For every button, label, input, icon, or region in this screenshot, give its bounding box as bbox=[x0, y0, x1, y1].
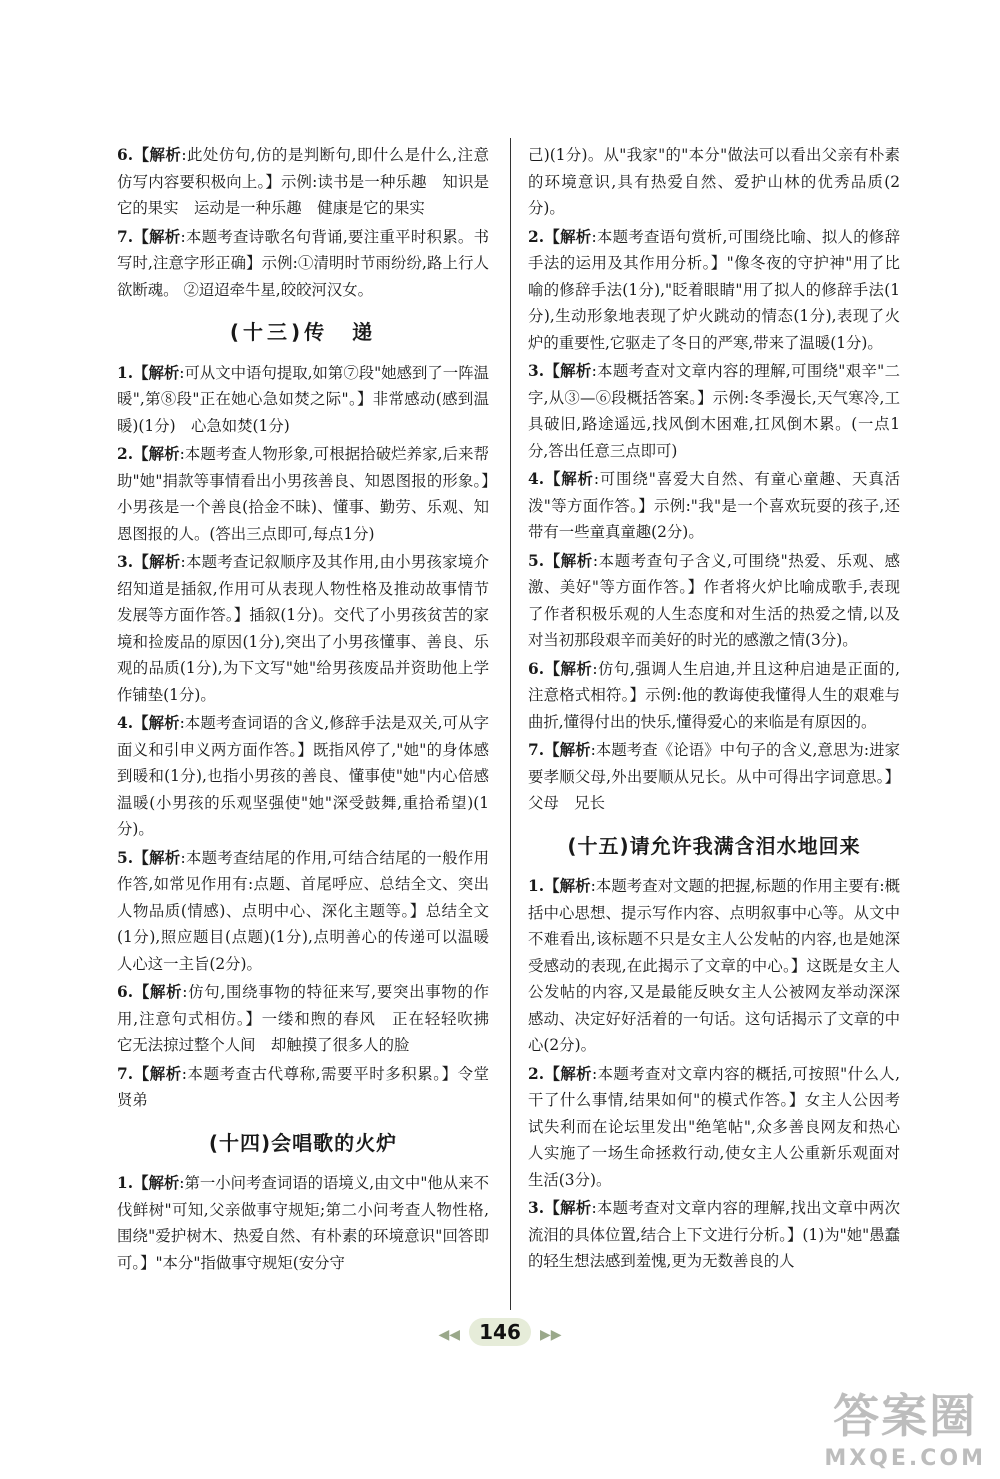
answer-item: 2.【解析:本题考查人物形象,可根据拾破烂养家,后来帮助"她"捐款等事情看出小男孩善良、知恩图报的形象。】小男孩是一个善良(拾金不昧)、懂事、勤劳、乐观、知恩图报的人。(答出三点即可,每点1分) bbox=[117, 445, 489, 543]
answer-item: 7.【解析:本题考查诗歌名句背诵,要注重平时积累。书写时,注意字形正确】示例:①清明时节雨纷纷,路上行人欲断魂。 ②迢迢牵牛星,皎皎河汉女。 bbox=[117, 227, 489, 299]
answer-item: 6.【解析:仿句,围绕事物的特征来写,要突出事物的作用,注意句式相仿。】一缕和煦的春风 正在轻轻吹拂 它无法掠过整个人间 却触摸了很多人的脸 bbox=[117, 983, 505, 1054]
column-divider bbox=[510, 138, 511, 1310]
answer-item: 3.【解析:本题考查对文章内容的理解,可围绕"艰辛"二字,从③—⑥段概括答案。】示例:冬季漫长,天气寒冷,工具破旧,路途遥远,找风倒木困难,扛风倒木累。(一点1分,答出任意三点即可) bbox=[528, 362, 900, 460]
answer-item: 7.【解析:本题考查《论语》中句子的含义,意思为:进家要孝顺父母,外出要顺从兄长。从中可得出字词意思。】父母 兄长 bbox=[528, 741, 900, 812]
answer-item: 7.【解析:本题考查古代尊称,需要平时多积累。】令堂 贤弟 bbox=[117, 1064, 505, 1109]
watermark-logo bbox=[824, 1380, 986, 1471]
answer-item: 1.【解析:可从文中语句提取,如第⑦段"她感到了一阵温暖",第⑧段"正在她心急如焚之际"。】非常感动(感到温暖)(1分) 心急如焚(1分) bbox=[117, 363, 489, 435]
answer-item: 1.【解析:第一小问考查词语的语境义,由文中"他从来不伐鲜树"可知,父亲做事守规矩;第二小问考查人物性格,围绕"爱护树木、热爱自然、有朴素的环境意识"回答即可。】"本分"指做事守规矩(安分守 bbox=[117, 1174, 489, 1272]
answer-item: 4.【解析:可围绕"喜爱大自然、有童心童趣、天真活泼"等方面作答。】示例:"我"是一个喜欢玩耍的孩子,还带有一些童真童趣(2分)。 bbox=[528, 470, 900, 541]
page-footer bbox=[0, 1318, 1000, 1346]
answer-item: 3.【解析:本题考查对文章内容的理解,找出文章中两次流泪的具体位置,结合上下文进行分析。】(1)为"她"愚蠢的轻生想法感到羞愧,更为无数善良的人 bbox=[528, 1199, 900, 1270]
arrow-right-icon: ▶▶ bbox=[539, 1327, 562, 1343]
answer-item: 6.【解析:此处仿句,仿的是判断句,即什么是什么,注意仿写内容要积极向上。】示例:读书是一种乐趣 知识是它的果实 运动是一种乐趣 健康是它的果实 bbox=[117, 146, 489, 217]
section-title-15: (十五)请允许我满含泪水地回来 bbox=[567, 833, 861, 858]
answer-continuation: 己)(1分)。从"我家"的"本分"做法可以看出父亲有朴素的环境意识,具有热爱自然、爱护山林的优秀品质(2分)。 bbox=[528, 146, 900, 217]
left-column bbox=[117, 142, 505, 1278]
watermark-bottom: MXQE.COM bbox=[824, 1446, 986, 1471]
section-title-13: (十三)传 递 bbox=[229, 320, 377, 344]
answer-item: 5.【解析:本题考查结尾的作用,可结合结尾的一般作用作答,如常见作用有:点题、首尾呼应、总结全文、突出人物品质(情感)、点明中心、深化主题等。】总结全文(1分),照应题目(点题)(1分),点明善心的传递可以温暖人心这一主旨(2分)。 bbox=[117, 848, 489, 973]
section-title-14: (十四)会唱歌的火炉 bbox=[208, 1130, 398, 1155]
answer-item: 6.【解析:仿句,强调人生启迪,并且这种启迪是正面的,注意格式相符。】示例:他的教诲使我懂得人生的艰难与曲折,懂得付出的快乐,懂得爱心的来临是有原因的。 bbox=[528, 659, 900, 731]
arrow-left-icon: ◀◀ bbox=[438, 1327, 461, 1343]
answer-item: 5.【解析:本题考查句子含义,可围绕"热爱、乐观、感激、美好"等方面作答。】作者将火炉比喻成歌手,表现了作者积极乐观的人生态度和对生活的热爱之情,以及对当初那段艰辛而美好的时光的感激之情(3分)。 bbox=[528, 551, 900, 649]
answer-item: 1.【解析:本题考查对文题的把握,标题的作用主要有:概括中心思想、提示写作内容、点明叙事中心等。从文中不难看出,该标题不只是女主人公发帖的内容,也是她深受感动的表现,在此揭示了文章的中心。】这既是女主人公发帖的内容,又是最能反映女主人公被网友举动深深感动、决定好好活着的一句话。这句话揭示了文章的中心(2分)。 bbox=[528, 877, 900, 1054]
answer-item: 4.【解析:本题考查词语的含义,修辞手法是双关,可从字面义和引申义两方面作答。】既指风停了,"她"的身体感到暖和(1分),也指小男孩的善良、懂事使"她"内心倍感温暖(小男孩的乐观坚强使"她"深受鼓舞,重拾希望)(1分)。 bbox=[117, 714, 489, 838]
answer-item: 3.【解析:本题考查记叙顺序及其作用,由小男孩家境介绍知道是插叙,作用可从表现人物性格及推动故事情节发展等方面作答。】插叙(1分)。交代了小男孩贫苦的家境和捡废品的原因(1分),突出了小男孩懂事、善良、乐观的品质(1分),为下文写"她"给男孩废品并资助他上学作铺垫(1分)。 bbox=[117, 553, 489, 704]
watermark-top: 答案圈 bbox=[833, 1389, 978, 1443]
right-column bbox=[528, 142, 900, 1277]
answer-item: 2.【解析:本题考查语句赏析,可围绕比喻、拟人的修辞手法的运用及其作用分析。】"像冬夜的守护神"用了比喻的修辞手法(1分),"眨着眼睛"用了拟人的修辞手法(1分),生动形象地表现了炉火跳动的情态(1分),表现了火炉的重要性,它驱走了冬日的严寒,带来了温暖(1分)。 bbox=[528, 227, 900, 352]
answer-item: 2.【解析:本题考查对文章内容的概括,可按照"什么人,干了什么事情,结果如何"的模式作答。】女主人公因考试失利而在论坛里发出"绝笔帖",众多善良网友和热心人实施了一场生命拯救行动,使女主人公重新乐观面对生活(3分)。 bbox=[528, 1064, 900, 1189]
page-number: 146 bbox=[469, 1318, 531, 1346]
